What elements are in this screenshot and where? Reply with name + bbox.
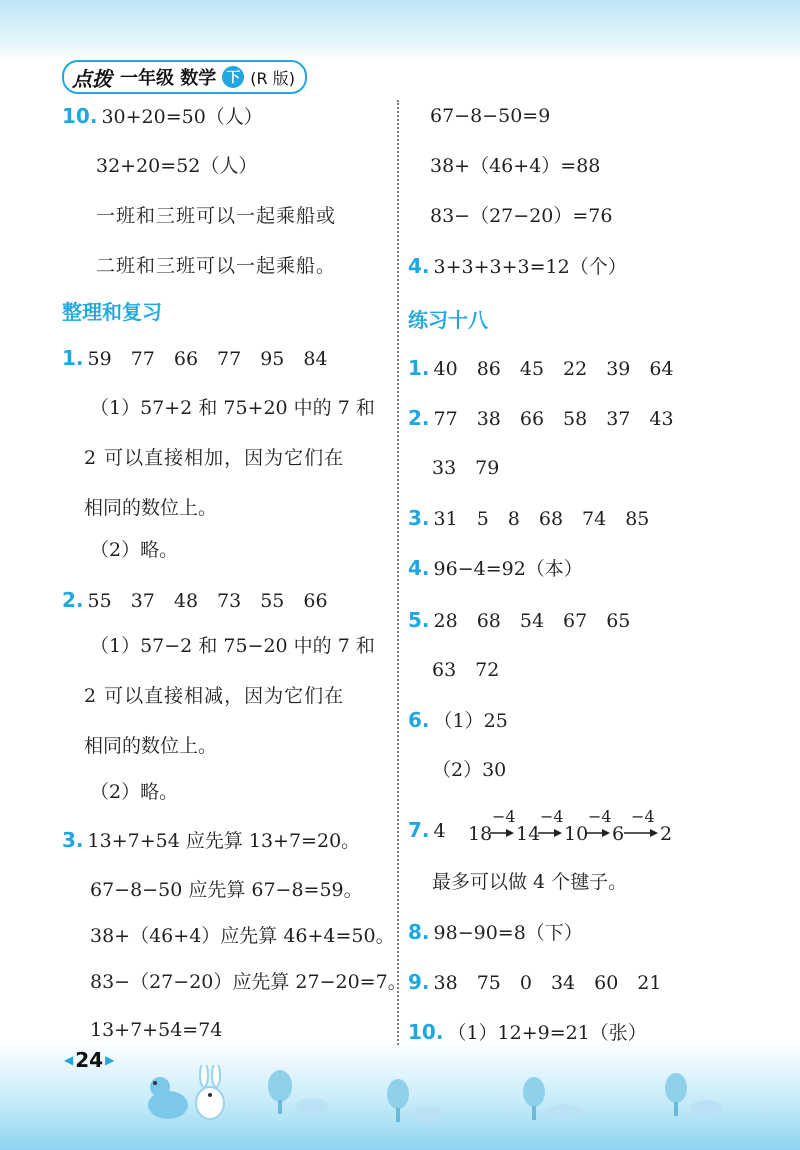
question-number: 9. — [408, 970, 430, 994]
answer-text: 28 68 54 67 65 — [433, 610, 631, 632]
right-triangle-icon: ▶ — [105, 1053, 115, 1067]
question-number: 5. — [408, 608, 430, 632]
answer-text: 96−4=92（本） — [433, 558, 583, 580]
left-q3-line5: 13+7+54=74 — [90, 1019, 223, 1041]
chain-value: 14 — [516, 823, 541, 845]
question-number: 2. — [408, 406, 430, 430]
chain-step-label: −4 — [492, 808, 516, 826]
right-q1 — [408, 356, 674, 381]
question-number: 6. — [408, 708, 430, 732]
left-q2-line4: 相同的数位上。 — [84, 735, 218, 757]
right-q10 — [408, 1020, 647, 1045]
left-q1-line3: 2 可以直接相加，因为它们在 — [84, 447, 345, 469]
chain-value: 2 — [660, 823, 673, 845]
chain-arrowhead — [554, 829, 562, 837]
edition-label: (R 版) — [250, 68, 295, 88]
right-cont-line2: 38+（46+4）=88 — [430, 155, 601, 177]
question-number: 8. — [408, 920, 430, 944]
page-number — [62, 1048, 116, 1072]
tree-icon — [660, 1070, 730, 1120]
section-title-review: 整理和复习 — [62, 300, 162, 324]
left-q10-line1 — [62, 104, 263, 129]
answer-text: （1）25 — [433, 710, 508, 732]
question-number: 10. — [62, 104, 98, 128]
chain-step-label: −4 — [540, 808, 564, 826]
answer-text: 13+7+54 应先算 13+7=20。 — [87, 830, 361, 852]
subtraction-chain — [468, 808, 708, 848]
answer-text: 38 75 0 34 60 21 — [433, 972, 662, 994]
column-divider — [397, 100, 399, 1045]
tree-icon — [518, 1074, 588, 1124]
left-q2-line5: （2）略。 — [90, 781, 179, 803]
animal-friends-illustration — [140, 1065, 240, 1125]
chain-value: 6 — [612, 823, 625, 845]
left-q1-line4: 相同的数位上。 — [84, 497, 218, 519]
top-banner — [0, 0, 800, 60]
left-q3-line4: 83−（27−20）应先算 27−20=7。 — [90, 971, 407, 993]
left-q3-line2: 67−8−50 应先算 67−8=59。 — [90, 879, 363, 901]
answer-text: 31 5 8 68 74 85 — [433, 508, 650, 530]
question-number: 4. — [408, 254, 430, 278]
answer-text: 30+20=50（人） — [101, 106, 263, 128]
right-q5-line2: 63 72 — [432, 659, 500, 681]
right-q6-line1 — [408, 708, 508, 733]
right-q4a — [408, 254, 627, 279]
left-q10-line4: 二班和三班可以一起乘船。 — [96, 255, 337, 277]
question-number: 1. — [62, 346, 84, 370]
chain-value: 18 — [468, 823, 493, 845]
grade-subject: 一年级 数学 — [120, 68, 217, 89]
chain-arrowhead — [506, 829, 514, 837]
section-title-exercise: 练习十八 — [408, 308, 488, 332]
chain-step-label: −4 — [631, 808, 655, 826]
page-number-text: 24 — [75, 1048, 104, 1072]
left-q2-line3: 2 可以直接相减，因为它们在 — [84, 685, 345, 707]
tree-icon — [262, 1068, 332, 1118]
answer-text: （1）12+9=21（张） — [447, 1022, 647, 1044]
chain-value: 10 — [564, 823, 589, 845]
left-q1-line5: （2）略。 — [90, 539, 179, 561]
question-number: 4. — [408, 556, 430, 580]
chain-arrowhead — [650, 829, 658, 837]
answer-text: 40 86 45 22 39 64 — [433, 358, 674, 380]
answer-text: 3+3+3+3=12（个） — [433, 256, 627, 278]
volume-badge: 下 — [222, 66, 244, 88]
chain-step-label: −4 — [588, 808, 612, 826]
question-number: 1. — [408, 356, 430, 380]
right-q2-line2: 33 79 — [432, 457, 500, 479]
right-q4 — [408, 556, 583, 581]
question-number: 3. — [62, 828, 84, 852]
right-q5-line1 — [408, 608, 630, 633]
question-number: 2. — [62, 588, 84, 612]
left-q2-line1 — [62, 588, 328, 613]
question-number: 3. — [408, 506, 430, 530]
right-cont-line3: 83−（27−20）=76 — [430, 205, 613, 227]
left-triangle-icon: ◀ — [64, 1053, 74, 1067]
answer-text: 4 — [433, 820, 446, 842]
answer-text: 55 37 48 73 55 66 — [87, 590, 328, 612]
left-q10-line2: 32+20=52（人） — [96, 155, 258, 177]
question-number: 7. — [408, 818, 430, 842]
right-q9 — [408, 970, 662, 995]
left-q3-line3: 38+（46+4）应先算 46+4=50。 — [90, 925, 395, 947]
left-q2-line2: （1）57−2 和 75−20 中的 7 和 — [90, 635, 375, 657]
question-number: 10. — [408, 1020, 444, 1044]
tree-icon — [382, 1076, 452, 1126]
right-cont-line1: 67−8−50=9 — [430, 105, 551, 127]
right-q6-line2: （2）30 — [432, 759, 507, 781]
right-q3 — [408, 506, 649, 531]
left-q1-line1 — [62, 346, 328, 371]
book-header — [62, 60, 307, 94]
right-q7-line1 — [408, 818, 446, 843]
left-q1-line2: （1）57+2 和 75+20 中的 7 和 — [90, 397, 375, 419]
right-q7-line2: 最多可以做 4 个毽子。 — [432, 871, 628, 893]
left-q3-line1 — [62, 828, 360, 853]
left-q10-line3: 一班和三班可以一起乘船或 — [96, 205, 337, 227]
chain-arrowhead — [602, 829, 610, 837]
right-q2-line1 — [408, 406, 674, 431]
answer-text: 98−90=8（下） — [433, 922, 583, 944]
brand-logo: 点拨 — [72, 66, 112, 91]
answer-text: 59 77 66 77 95 84 — [87, 348, 328, 370]
answer-text: 77 38 66 58 37 43 — [433, 408, 674, 430]
right-q8 — [408, 920, 583, 945]
